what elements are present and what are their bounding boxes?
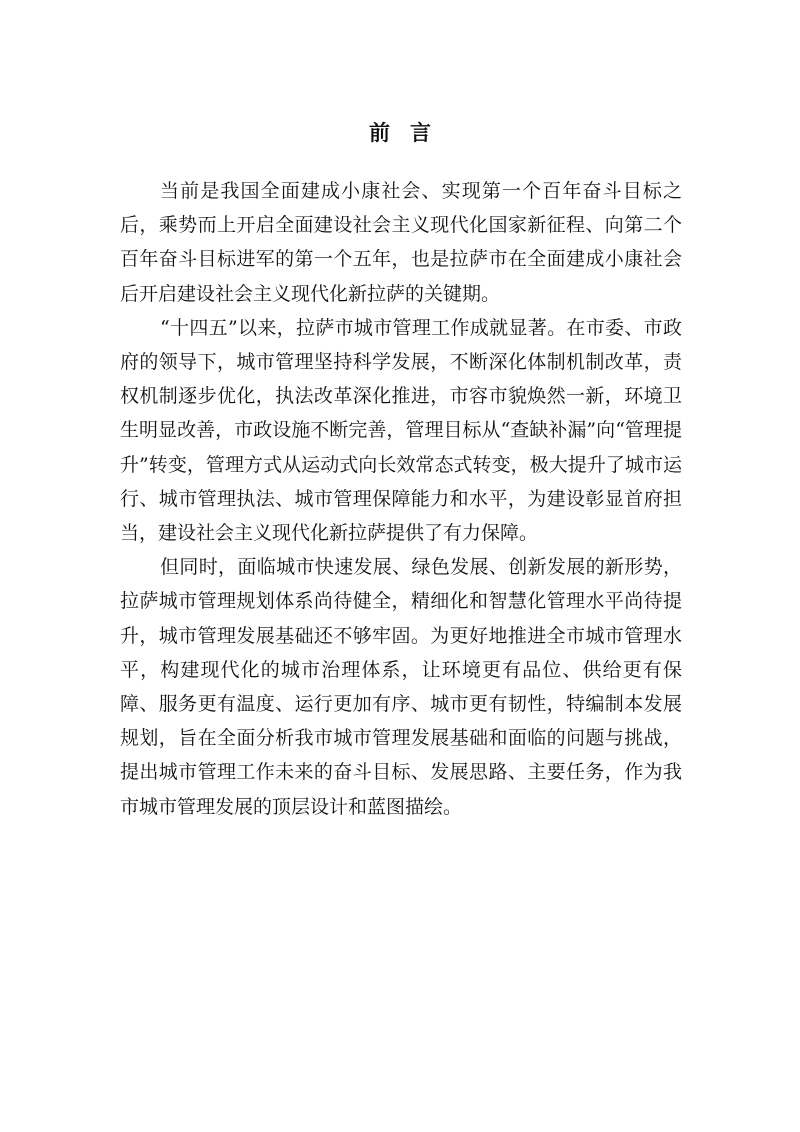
- document-title: 前言: [369, 120, 451, 146]
- paragraph-3: 但同时，面临城市快速发展、绿色发展、创新发展的新形势，拉萨城市管理规划体系尚待健全，精细化和智慧化管理水平尚待提升，城市管理发展基础还不够牢固。为更好地推进全市城市管理水平，构建现代化的城市治理体系，让环境更有品位、供给更有保障、服务更有温度、运行更加有序、城市更有韧性，特编制本发展规划，旨在全面分析我市城市管理发展基础和面临的问题与挑战，提出城市管理工作未来的奋斗目标、发展思路、主要任务，作为我市城市管理发展的顶层设计和蓝图描绘。: [120, 556, 682, 818]
- document-body: [120, 174, 682, 824]
- paragraph-2: “十四五”以来，拉萨市城市管理工作成就显著。在市委、市政府的领导下，城市管理坚持科学发展，不断深化体制机制改革，责权机制逐步优化，执法改革深化推进，市容市貌焕然一新，环境卫生明显改善，市政设施不断完善，管理目标从“查缺补漏”向“管理提升”转变，管理方式从运动式向长效常态式转变，极大提升了城市运行、城市管理执法、城市管理保障能力和水平，为建设彰显首府担当，建设社会主义现代化新拉萨提供了有力保障。: [120, 316, 682, 545]
- paragraph-1: 当前是我国全面建成小康社会、实现第一个百年奋斗目标之后，乘势而上开启全面建设社会主义现代化国家新征程、向第二个百年奋斗目标进军的第一个五年，也是拉萨市在全面建成小康社会后开启建设社会主义现代化新拉萨的关键期。: [120, 180, 682, 305]
